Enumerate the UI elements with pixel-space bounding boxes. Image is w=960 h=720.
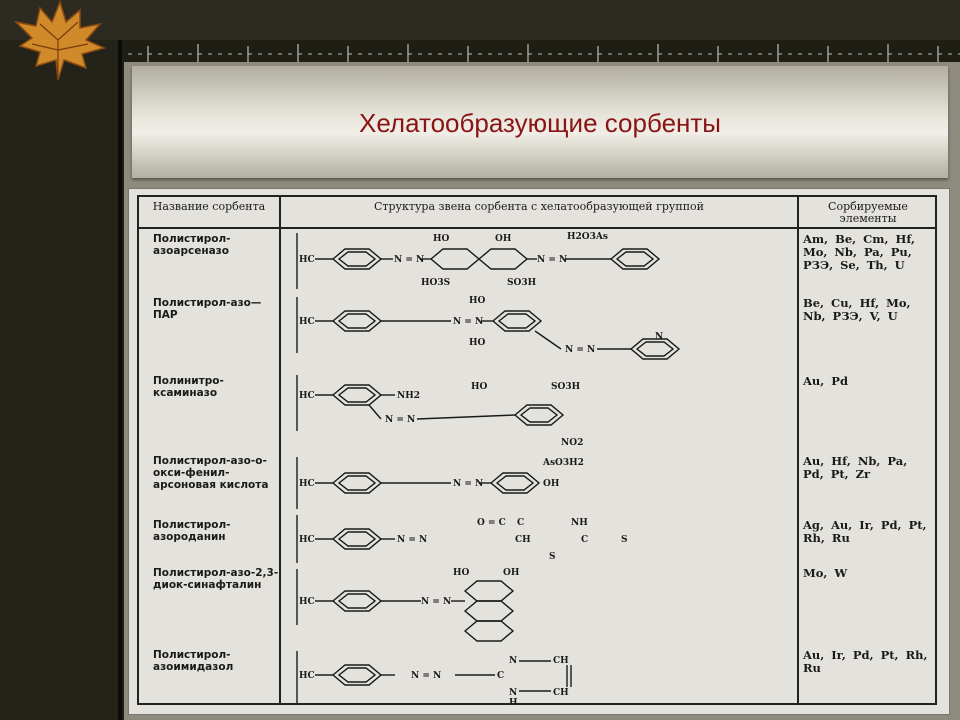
sorbent-name-4: Полистирол-азо-о-окси-фенил-арсоновая кислота — [153, 455, 269, 491]
header-elements: Сорбируемые элементы — [828, 200, 908, 225]
formula-label: NH — [571, 518, 588, 528]
formula-label: HC — [299, 391, 315, 401]
sorbent-name-7: Полистирол-азоимидазол — [153, 649, 234, 673]
sorbent-name-1: Полистирол-азоарсеназо — [153, 233, 231, 257]
formula-label: OH — [543, 479, 560, 489]
scanned-table-image — [128, 188, 950, 715]
sorbed-elements-1: Am, Be, Cm, Hf, Mo, Nb, Pa, Pu, РЗЭ, Se, Th, U — [803, 232, 916, 272]
formula-label: NO2 — [561, 438, 584, 448]
structure-formula-7 — [281, 647, 799, 705]
formula-label: CH — [553, 688, 569, 698]
formula-label: HO — [471, 382, 488, 392]
header-structure: Структура звена сорбента с хелатообразующей группой — [373, 200, 705, 213]
formula-label: N = N — [453, 317, 484, 327]
formula-label: O = C — [477, 518, 506, 528]
left-rule — [118, 40, 122, 720]
formula-label: SO3H — [507, 278, 537, 288]
formula-label: N = N — [394, 255, 425, 265]
formula-label: N — [509, 656, 518, 666]
structure-formula-2 — [281, 293, 799, 371]
formula-label: SO3H — [551, 382, 581, 392]
sorbent-table — [137, 195, 937, 705]
structure-formula-6 — [281, 565, 799, 647]
formula-label: HO — [469, 296, 486, 306]
formula-label: OH — [495, 234, 512, 244]
structure-formula-3 — [281, 371, 799, 453]
left-band — [0, 40, 118, 720]
formula-label: N = N — [411, 671, 442, 681]
sorbed-elements-2: Be, Cu, Hf, Mo, Nb, РЗЭ, V, U — [803, 296, 911, 323]
maple-leaf-icon — [6, 0, 110, 82]
structure-formula-4 — [281, 453, 799, 513]
title-bar — [132, 66, 948, 178]
sorbed-elements-4: Au, Hf, Nb, Pa, Pd, Pt, Zr — [803, 454, 908, 481]
formula-label: CH — [515, 535, 531, 545]
sorbent-name-6: Полистирол-азо-2,3-диок-синафталин — [153, 567, 279, 591]
formula-label: C — [581, 535, 589, 545]
sorbed-elements-3: Au, Pd — [803, 374, 848, 388]
formula-label: C — [497, 671, 505, 681]
decorative-dash-row — [128, 40, 960, 64]
formula-label: N = N — [385, 415, 416, 425]
formula-label: HC — [299, 671, 315, 681]
formula-label: S — [621, 535, 628, 545]
sorbent-name-2: Полистирол-азо—ПАР — [153, 297, 262, 321]
formula-label: AsO3H2 — [543, 458, 584, 468]
sorbent-name-3: Полинитро-ксаминазо — [153, 375, 224, 399]
formula-label: N — [509, 688, 518, 698]
formula-label: OH — [503, 568, 520, 578]
slide-title: Хелатообразующие сорбенты — [358, 108, 721, 138]
structure-formula-1 — [281, 229, 799, 293]
formula-label: HO — [469, 338, 486, 348]
formula-label: HO3S — [421, 278, 451, 288]
formula-label: NH2 — [397, 391, 420, 401]
header-name: Название сорбента — [152, 200, 266, 213]
formula-label: C — [517, 518, 525, 528]
top-band — [0, 0, 960, 40]
formula-label: N = N — [565, 345, 596, 355]
formula-label: H — [509, 698, 518, 705]
formula-label: HO — [433, 234, 450, 244]
formula-label: H2O3As — [567, 232, 608, 242]
formula-label: N = N — [397, 535, 428, 545]
sorbed-elements-7: Au, Ir, Pd, Pt, Rh, Ru — [803, 648, 928, 675]
sorbed-elements-6: Mo, W — [803, 566, 848, 580]
sorbed-elements-5: Ag, Au, Ir, Pd, Pt, Rh, Ru — [803, 518, 927, 545]
formula-label: HC — [299, 597, 315, 607]
formula-label: HC — [299, 255, 315, 265]
formula-label: N = N — [421, 597, 452, 607]
formula-label: S — [549, 552, 556, 562]
formula-label: CH — [553, 656, 569, 666]
formula-label: HO — [453, 568, 470, 578]
formula-label: N = N — [537, 255, 568, 265]
structure-formula-5 — [281, 513, 799, 565]
formula-label: HC — [299, 479, 315, 489]
sorbent-name-5: Полистирол-азороданин — [153, 519, 231, 543]
formula-label: N — [655, 332, 664, 342]
formula-label: N = N — [453, 479, 484, 489]
formula-label: HC — [299, 317, 315, 327]
formula-label: HC — [299, 535, 315, 545]
